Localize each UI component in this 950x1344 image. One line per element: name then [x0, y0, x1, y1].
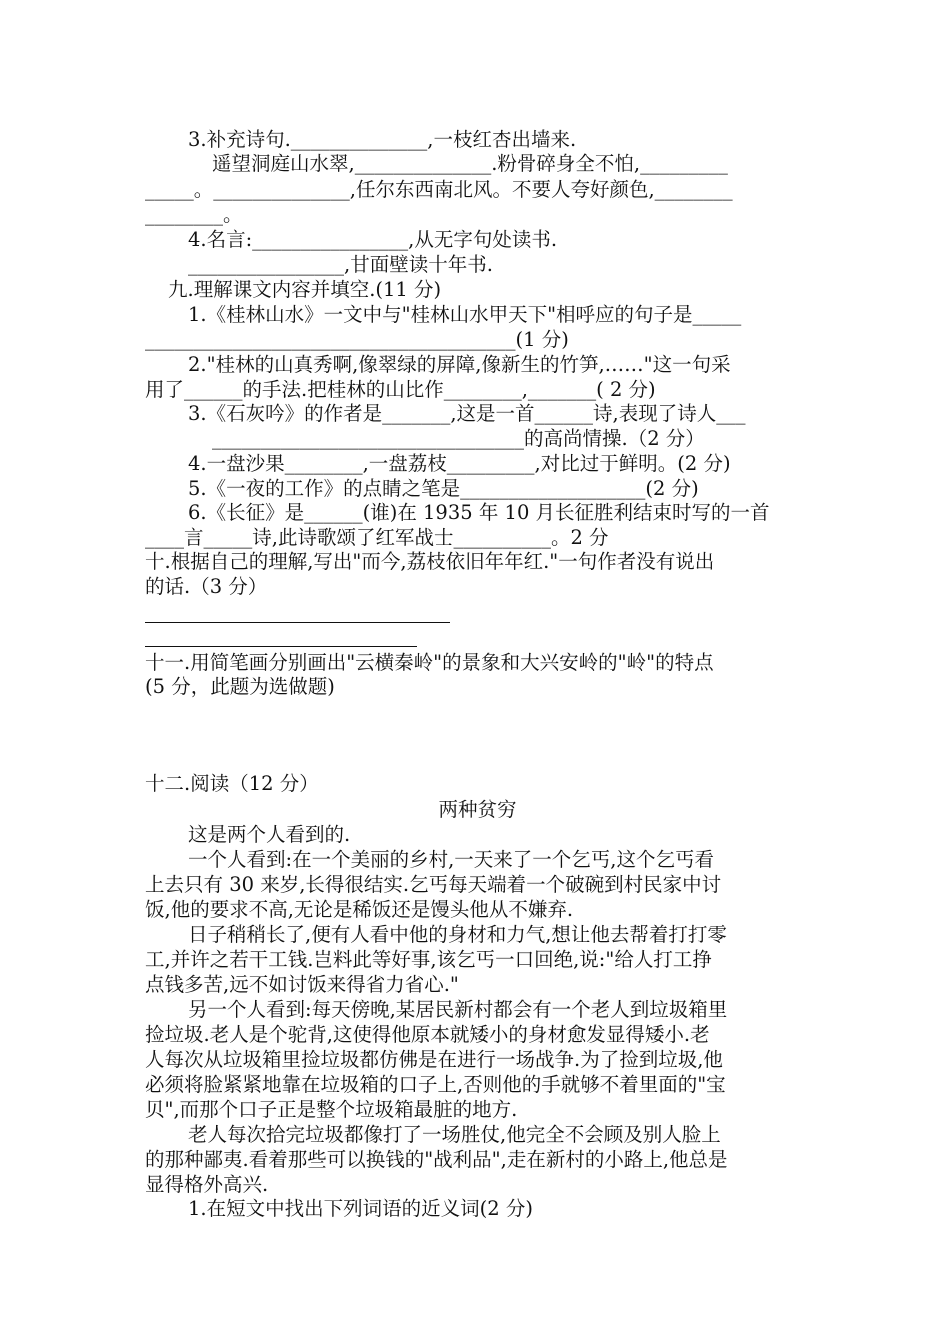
- passage-title: 两种贫穷: [438, 798, 517, 821]
- poem-fill-q3: 3.补充诗句.______________,一枝红杏出墙来.: [188, 128, 577, 151]
- passage-paragraph-5-line-3: 显得格外高兴.: [145, 1173, 269, 1196]
- passage-paragraph-4-line-2: 捡垃圾.老人是个驼背,这使得他原本就矮小的身材愈发显得矮小.老: [145, 1023, 710, 1046]
- section-9-q2-cont: 用了______的手法.把桂林的山比作________,_______( 2 分): [145, 378, 656, 401]
- section-9-q4: 4.一盘沙果________,一盘荔枝_________,对比过于鲜明。(2 分): [188, 452, 731, 475]
- passage-paragraph-4-line-4: 必须将脸紧紧地靠在垃圾箱的口子上,否则他的手就够不着里面的"宝: [145, 1073, 726, 1096]
- section-9-q6: 6.《长征》是______(谁)在 1935 年 10 月长征胜利结束时写的一首: [188, 501, 770, 524]
- passage-paragraph-5-line-2: 的那种鄙夷.看着那些可以换钱的"战利品",走在新村的小路上,他总是: [145, 1148, 728, 1171]
- passage-paragraph-1: 这是两个人看到的.: [188, 823, 351, 846]
- reading-question-1: 1.在短文中找出下列词语的近义词(2 分): [188, 1197, 533, 1220]
- section-9-q3: 3.《石灰吟》的作者是_______,这是一首______诗,表现了诗人___: [188, 402, 746, 425]
- section-12-heading: 十二.阅读（12 分）: [145, 772, 319, 795]
- section-9-q3-cont: ________________________________的高尚情操.（2 分）: [212, 427, 705, 450]
- answer-line-1: [145, 622, 450, 623]
- section-11-question: 十一.用简笔画分别画出"云横秦岭"的景象和大兴安岭的"岭"的特点: [145, 651, 714, 674]
- poem-fill-line-2: 遥望洞庭山水翠,______________.粉骨碎身全不怕,_________: [212, 152, 728, 175]
- passage-paragraph-2-line-3: 饭,他的要求不高,无论是稀饭还是馒头他从不嫌弃.: [145, 898, 574, 921]
- section-9-q2: 2."桂林的山真秀啊,像翠绿的屏障,像新生的竹笋,……"这一句采: [188, 353, 731, 376]
- quote-fill-q4: 4.名言:________________,从无字句处读书.: [188, 228, 558, 251]
- passage-paragraph-5: 老人每次拾完垃圾都像打了一场胜仗,他完全不会顾及别人脸上: [188, 1123, 721, 1146]
- poem-fill-line-4: ________。: [145, 203, 243, 226]
- passage-paragraph-3-line-2: 工,并许之若干工钱.岂料此等好事,该乞丐一口回绝,说:"给人打工挣: [145, 948, 712, 971]
- answer-line-2: [145, 646, 417, 647]
- passage-paragraph-2-line-2: 上去只有 30 来岁,长得很结实.乞丐每天端着一个破碗到村民家中讨: [145, 873, 722, 896]
- passage-paragraph-2: 一个人看到:在一个美丽的乡村,一天来了一个乞丐,这个乞丐看: [188, 848, 714, 871]
- section-9-q6-cont: ____言_____诗,此诗歌颂了红军战士__________。2 分: [145, 526, 609, 549]
- poem-fill-line-3: _____。______________,任尔东西南北风。不要人夸好颜色,________: [145, 178, 733, 201]
- section-9-heading: 九.理解课文内容并填空.(11 分): [168, 278, 442, 301]
- passage-paragraph-3-line-3: 点钱多苦,远不如讨饭来得省力省心.": [145, 973, 459, 996]
- quote-fill-line-2: ________________,甘面壁读十年书.: [188, 253, 493, 276]
- section-9-q5: 5.《一夜的工作》的点睛之笔是___________________(2 分): [188, 477, 699, 500]
- passage-paragraph-3: 日子稍稍长了,便有人看中他的身材和力气,想让他去帮着打打零: [188, 923, 727, 946]
- passage-paragraph-4: 另一个人看到:每天傍晚,某居民新村都会有一个老人到垃圾箱里: [188, 998, 728, 1021]
- section-10-question-cont: 的话.（3 分）: [145, 575, 268, 598]
- section-9-q1: 1.《桂林山水》一文中与"桂林山水甲天下"相呼应的句子是_____: [188, 303, 742, 326]
- section-11-question-cont: (5 分，此题为选做题): [145, 675, 335, 698]
- section-10-question: 十.根据自己的理解,写出"而今,荔枝依旧年年红."一句作者没有说出: [145, 550, 715, 573]
- section-9-q1-cont: ______________________________________(1 分): [145, 328, 569, 351]
- passage-paragraph-4-line-5: 贝",而那个口子正是整个垃圾箱最脏的地方.: [145, 1098, 518, 1121]
- passage-paragraph-4-line-3: 人每次从垃圾箱里捡垃圾都仿佛是在进行一场战争.为了捡到垃圾,他: [145, 1048, 723, 1071]
